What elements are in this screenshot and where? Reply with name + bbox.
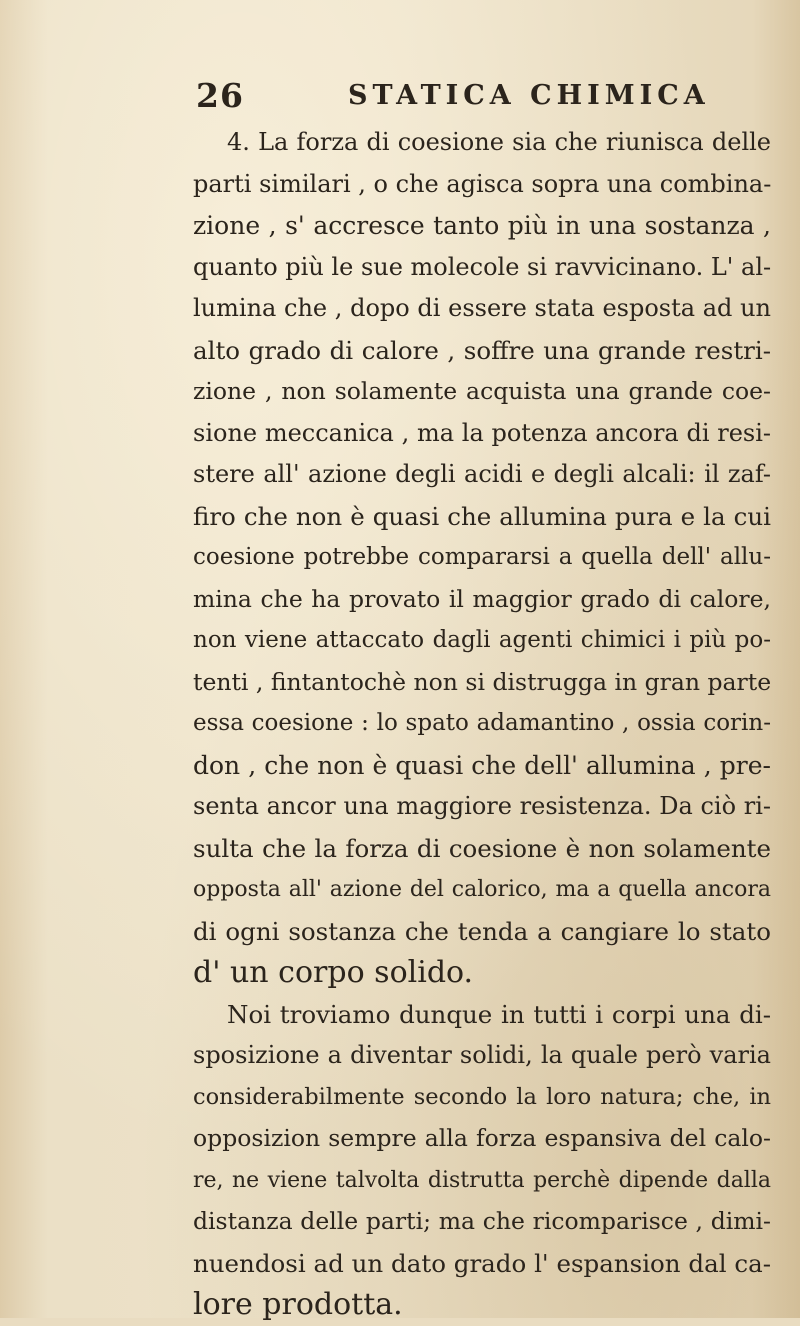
text-line: sulta che la forza di coesione è non solamente [193,833,771,863]
text-line: zione , non solamente acquista una grande coe- [193,377,771,405]
text-line: nuendosi ad un dato grado l' espansion dal ca- [193,1248,771,1278]
text-line: stere all' azione degli acidi e degli alcali: il zaf- [193,460,771,488]
paragraph-1 [193,122,771,994]
page-number: 26 [196,76,244,115]
text-line: parti similari , o che agisca sopra una combina- [193,169,772,198]
text-line: lumina che , dopo di essere stata esposta ad un [193,294,771,322]
text-line: firo che non è quasi che allumina pura e la cui [193,501,771,531]
text-line: coesione potrebbe compararsi a quella dell' allu- [193,544,771,570]
text-line: tenti , fintantochè non si distrugga in gran parte [193,667,772,696]
running-head: STATICA CHIMICA [348,80,710,111]
text-line: opposta all' azione del calorico, ma a quella ancora [193,877,771,902]
text-line: don , che non è quasi che dell' allumina , pre- [193,750,771,780]
text-line: lore prodotta. [193,1287,403,1322]
text-line: di ogni sostanza che tenda a cangiare lo stato [193,916,771,946]
paragraph-2 [193,994,771,1326]
text-line: sposizione a diventar solidi, la quale però varia [193,1041,771,1069]
page-header [196,76,756,116]
text-line: senta ancor una maggiore resistenza. Da ciò ri- [193,792,771,820]
text-line: essa coesione : lo spato adamantino , ossia corin- [193,710,771,736]
text-line: distanza delle parti; ma che ricomparisce , dimi- [193,1207,771,1235]
text-line: opposizion sempre alla forza espansiva del calo- [193,1124,771,1152]
text-line: non viene attaccato dagli agenti chimici i più po- [193,627,771,653]
body-text [193,122,771,1326]
text-line: zione , s' accresce tanto più in una sostanza , [193,211,771,240]
text-line: 4. La forza di coesione sia che riunisca delle [227,128,771,156]
text-line: Noi troviamo dunque in tutti i corpi una di- [227,999,771,1029]
text-line: quanto più le sue molecole si ravvicinano. L' al- [193,252,772,281]
text-line: sione meccanica , ma la potenza ancora di resi- [193,418,771,447]
text-line: alto grado di calore , soffre una grande restri- [193,335,771,365]
text-line: re, ne viene talvolta distrutta perchè dipende dalla [193,1167,771,1193]
text-line: considerabilmente secondo la loro natura; che, in [193,1083,771,1110]
text-line: mina che ha provato il maggior grado di calore, [193,584,771,613]
text-line: d' un corpo solido. [193,955,474,990]
